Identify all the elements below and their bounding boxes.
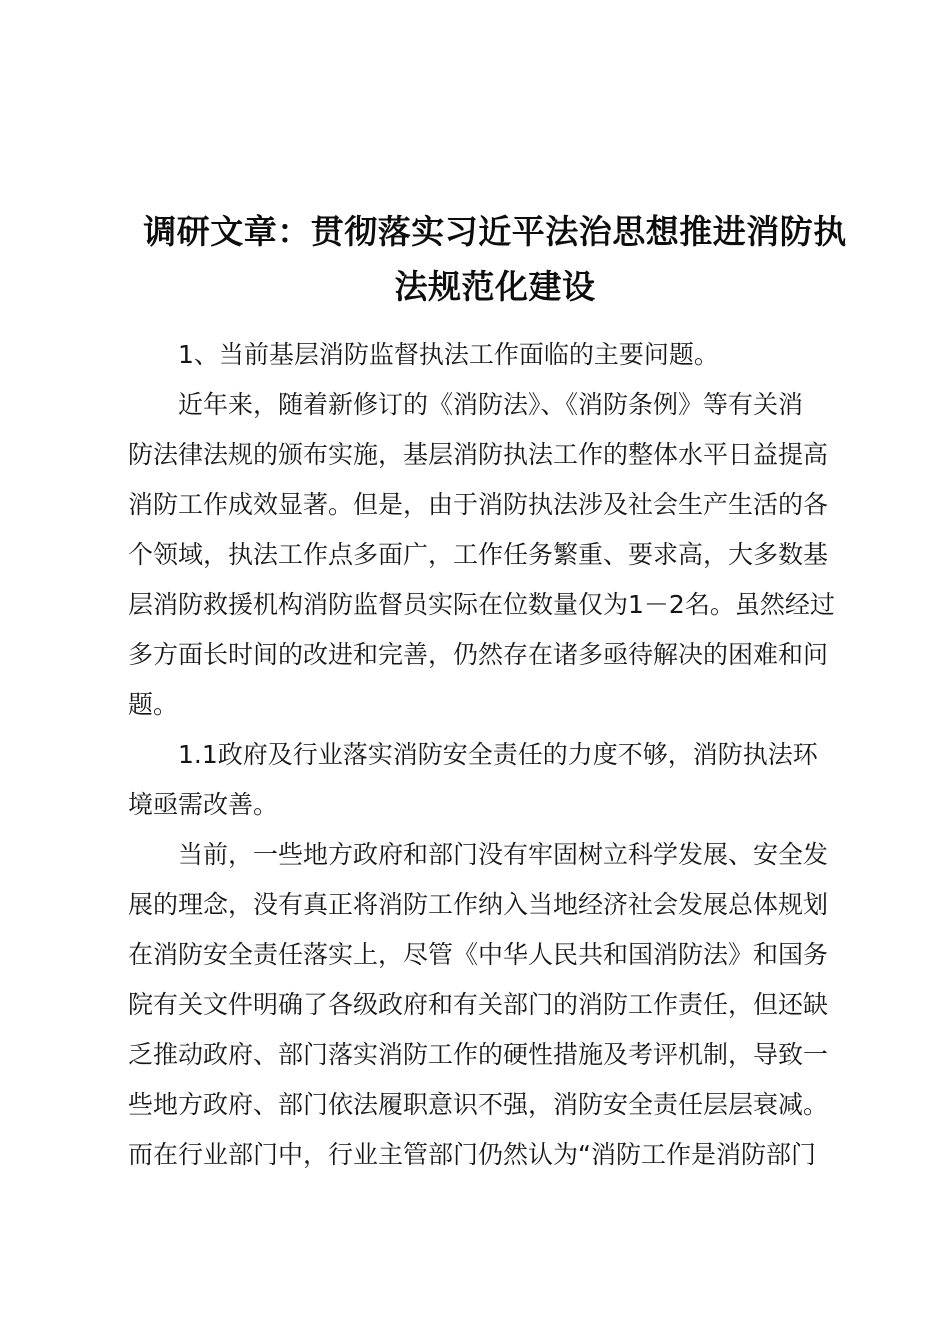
- paragraph-line: 题。: [128, 690, 179, 719]
- title-line: 法规范化建设: [394, 267, 596, 306]
- body-paragraph: [128, 830, 848, 1180]
- paragraph-line: 院有关文件明确了各级政府和有关部门的消防工作责任，但还缺: [128, 990, 829, 1019]
- document-title: [120, 204, 870, 314]
- document-body: [128, 330, 848, 1180]
- subsection-heading: [128, 730, 848, 830]
- paragraph-line: 1、当前基层消防监督执法工作面临的主要问题。: [178, 340, 719, 369]
- body-paragraph: [128, 380, 848, 730]
- paragraph-line: 在消防安全责任落实上，尽管《中华人民共和国消防法》和国务: [128, 940, 829, 969]
- paragraph-line: 而在行业部门中，行业主管部门仍然认为“消防工作是消防部门: [128, 1140, 816, 1169]
- paragraph-line: 近年来，随着新修订的《消防法》、《消防条例》等有关消: [178, 390, 804, 419]
- paragraph-line: 多方面长时间的改进和完善，仍然存在诸多亟待解决的困难和问: [128, 640, 829, 669]
- title-line: 调研文章：贯彻落实习近平法治思想推进消防执: [143, 212, 847, 251]
- paragraph-line: 防法律法规的颁布实施，基层消防执法工作的整体水平日益提高: [128, 440, 829, 469]
- paragraph-line: 当前，一些地方政府和部门没有牢固树立科学发展、安全发: [178, 840, 829, 869]
- paragraph-line: 1.1政府及行业落实消防安全责任的力度不够，消防执法环: [178, 740, 818, 769]
- paragraph-line: 层消防救援机构消防监督员实际在位数量仅为1－2名。虽然经过: [128, 590, 835, 619]
- paragraph-line: 乏推动政府、部门落实消防工作的硬性措施及考评机制，导致一: [128, 1040, 829, 1069]
- paragraph-line: 些地方政府、部门依法履职意识不强，消防安全责任层层衰减。: [128, 1090, 829, 1119]
- paragraph-line: 展的理念，没有真正将消防工作纳入当地经济社会发展总体规划: [128, 890, 829, 919]
- paragraph-line: 个领域，执法工作点多面广，工作任务繁重、要求高，大多数基: [128, 540, 829, 569]
- paragraph-line: 境亟需改善。: [128, 790, 279, 819]
- section-heading: [128, 330, 848, 380]
- paragraph-line: 消防工作成效显著。但是，由于消防执法涉及社会生产生活的各: [128, 490, 829, 519]
